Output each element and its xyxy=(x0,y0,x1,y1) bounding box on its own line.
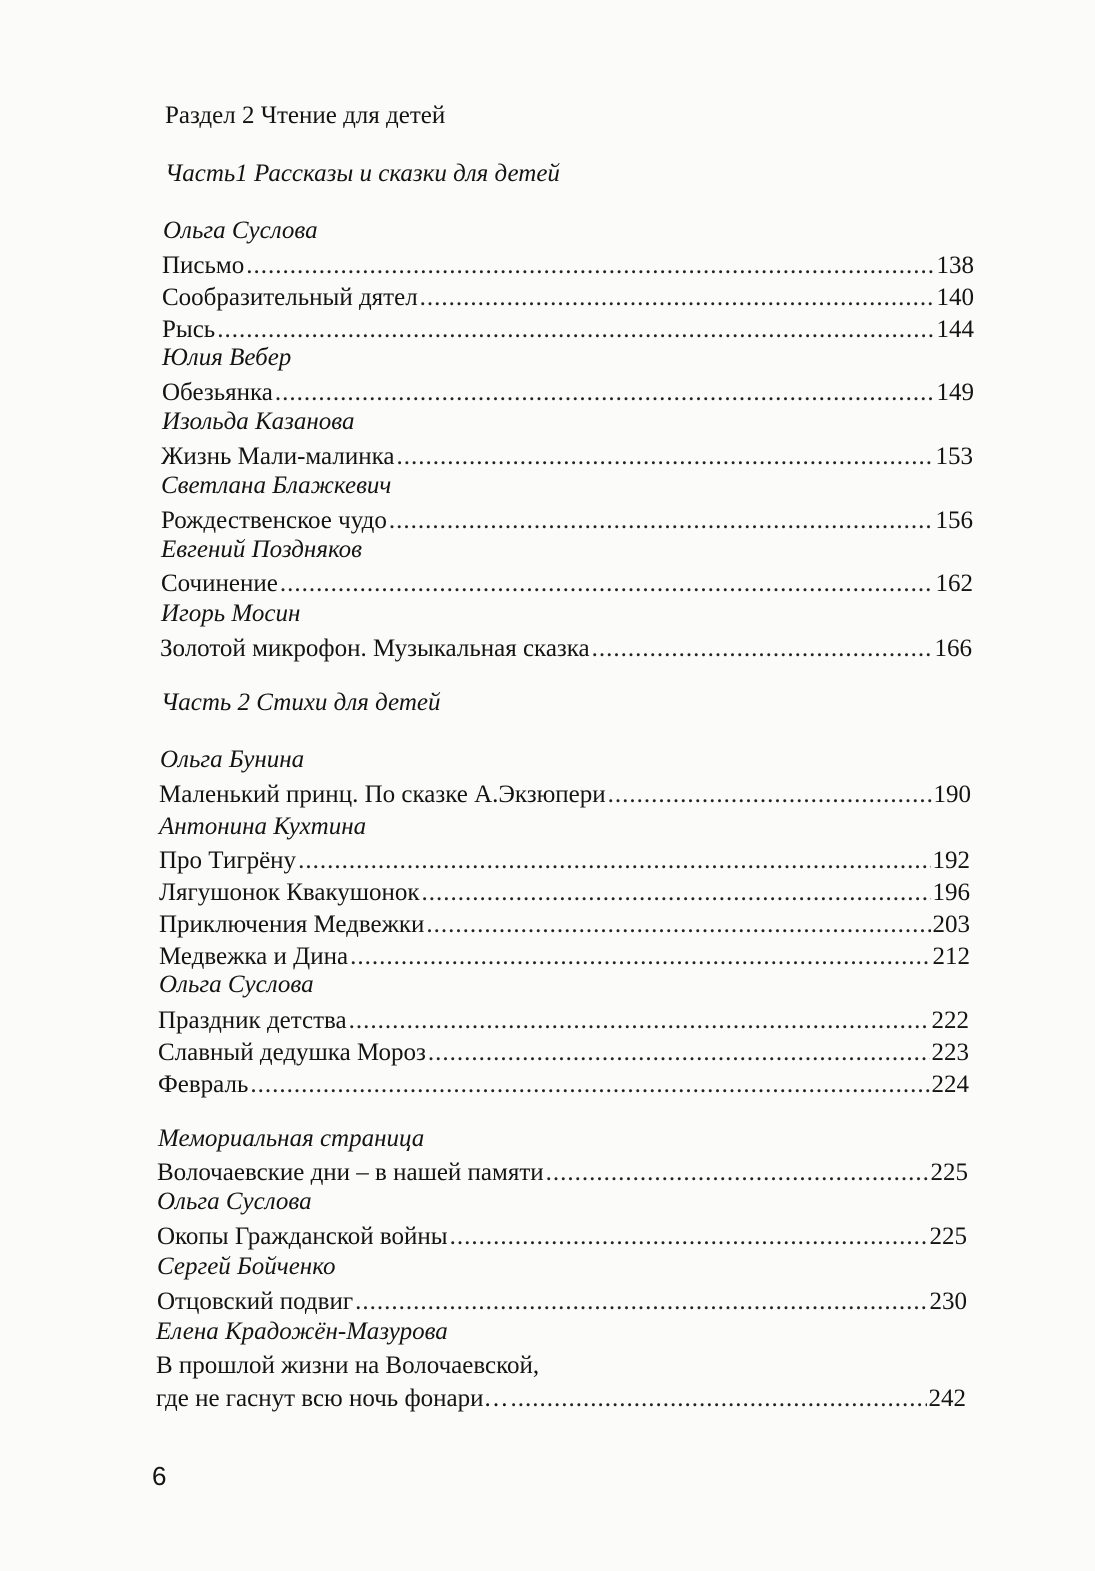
entry-page: 156 xyxy=(935,507,973,534)
entry-title: Отцовский подвиг xyxy=(157,1288,354,1315)
toc-entry[interactable] xyxy=(162,377,974,409)
toc-entry[interactable] xyxy=(159,877,970,909)
toc-entry[interactable] xyxy=(158,1005,969,1037)
entry-page: 153 xyxy=(935,443,973,470)
author-name: Игорь Мосин xyxy=(161,600,301,627)
entry-page: 144 xyxy=(936,316,974,343)
entry-page: 222 xyxy=(931,1007,969,1034)
author-name: Евгений Поздняков xyxy=(161,536,363,563)
entry-page: 192 xyxy=(932,847,970,874)
leader-dots xyxy=(608,779,932,811)
entry-title: Жизнь Мали-малинка xyxy=(161,443,395,470)
entry-title: Праздник детства xyxy=(158,1007,347,1034)
entry-page: 230 xyxy=(929,1288,967,1315)
toc-entry[interactable] xyxy=(159,779,971,811)
toc-entry[interactable] xyxy=(159,909,970,941)
toc-entry[interactable] xyxy=(162,250,974,282)
author-name: Елена Крадожён-Мазурова xyxy=(156,1318,448,1345)
toc-entry[interactable] xyxy=(160,633,972,665)
toc-entry[interactable] xyxy=(159,845,970,877)
entry-page: 225 xyxy=(929,1223,967,1250)
author-name: Ольга Суслова xyxy=(157,1188,312,1215)
leader-dots xyxy=(420,282,935,314)
entry-page: 190 xyxy=(933,781,971,808)
leader-dots xyxy=(426,909,930,941)
toc-entry[interactable] xyxy=(156,1383,966,1415)
author-name: Юлия Вебер xyxy=(162,344,292,371)
leader-dots xyxy=(428,1037,930,1069)
part2-title: Часть 2 Стихи для детей xyxy=(161,689,441,716)
entry-title: Письмо xyxy=(162,252,245,279)
toc-entry[interactable] xyxy=(157,1157,968,1189)
entry-title: Сочинение xyxy=(161,570,278,597)
leader-dots xyxy=(422,877,931,909)
toc-entry[interactable] xyxy=(161,441,973,473)
entry-page: 203 xyxy=(932,911,970,938)
leader-dots xyxy=(389,505,934,537)
entry-title: Февраль xyxy=(158,1071,249,1098)
leader-dots xyxy=(350,941,930,973)
toc-entry[interactable] xyxy=(161,505,973,537)
leader-dots xyxy=(298,845,930,877)
entry-page: 162 xyxy=(935,570,973,597)
leader-dots xyxy=(511,1383,927,1415)
entry-page: 166 xyxy=(934,635,972,662)
leader-dots xyxy=(280,568,934,600)
toc-entry[interactable] xyxy=(157,1286,967,1318)
entry-page: 224 xyxy=(931,1071,969,1098)
toc-entry[interactable] xyxy=(158,1069,969,1101)
author-name: Ольга Бунина xyxy=(160,746,305,773)
page-number: 6 xyxy=(152,1461,167,1491)
entry-page: 212 xyxy=(932,943,970,970)
section-title: Раздел 2 Чтение для детей xyxy=(165,102,446,129)
author-name: Ольга Суслова xyxy=(163,217,318,244)
leader-dots xyxy=(592,633,933,665)
entry-title: Сообразительный дятел xyxy=(162,284,418,311)
entry-title: Обезьянка xyxy=(162,379,273,406)
entry-page: 140 xyxy=(936,284,974,311)
entry-title: Рождественское чудо xyxy=(161,507,387,534)
author-name: Светлана Блажкевич xyxy=(161,472,392,499)
author-name: Изольда Казанова xyxy=(162,408,355,435)
leader-dots xyxy=(349,1005,930,1037)
entry-title: Славный дедушка Мороз xyxy=(158,1039,426,1066)
leader-dots xyxy=(546,1157,929,1189)
entry-page: 223 xyxy=(931,1039,969,1066)
author-name: Ольга Суслова xyxy=(159,971,314,998)
entry-page: 138 xyxy=(936,252,974,279)
author-name: Сергей Бойченко xyxy=(157,1253,336,1280)
toc-entry[interactable] xyxy=(162,282,974,314)
entry-page: 149 xyxy=(936,379,974,406)
entry-title: Волочаевские дни – в нашей памяти xyxy=(157,1159,544,1186)
part1-title: Часть1 Рассказы и сказки для детей xyxy=(165,160,560,187)
leader-dots xyxy=(275,377,935,409)
leader-dots xyxy=(217,314,934,346)
entry-title: где не гаснут всю ночь фонари… xyxy=(156,1385,509,1412)
leader-dots xyxy=(250,1069,929,1101)
entry-title: Медвежка и Дина xyxy=(159,943,349,970)
entry-title: Окопы Гражданской войны xyxy=(157,1223,448,1250)
entry-title-line1: В прошлой жизни на Волочаевской, xyxy=(156,1352,540,1379)
leader-dots xyxy=(355,1286,927,1318)
leader-dots xyxy=(246,250,934,282)
entry-title: Про Тигрёну xyxy=(159,847,297,874)
toc-entry[interactable] xyxy=(157,1221,967,1253)
leader-dots xyxy=(450,1221,928,1253)
entry-page: 242 xyxy=(928,1385,966,1412)
entry-title: Рысь xyxy=(162,316,216,343)
memorial-title: Мемориальная страница xyxy=(158,1125,425,1152)
leader-dots xyxy=(396,441,933,473)
entry-page: 225 xyxy=(930,1159,968,1186)
entry-title: Золотой микрофон. Музыкальная сказка xyxy=(160,635,590,662)
toc-entry[interactable] xyxy=(158,1037,969,1069)
entry-page: 196 xyxy=(932,879,970,906)
entry-title: Лягушонок Квакушонок xyxy=(159,879,420,906)
entry-title: Маленький принц. По сказке А.Экзюпери xyxy=(159,781,606,808)
toc-entry[interactable] xyxy=(161,568,973,600)
entry-title: Приключения Медвежки xyxy=(159,911,425,938)
author-name: Антонина Кухтина xyxy=(159,813,367,840)
